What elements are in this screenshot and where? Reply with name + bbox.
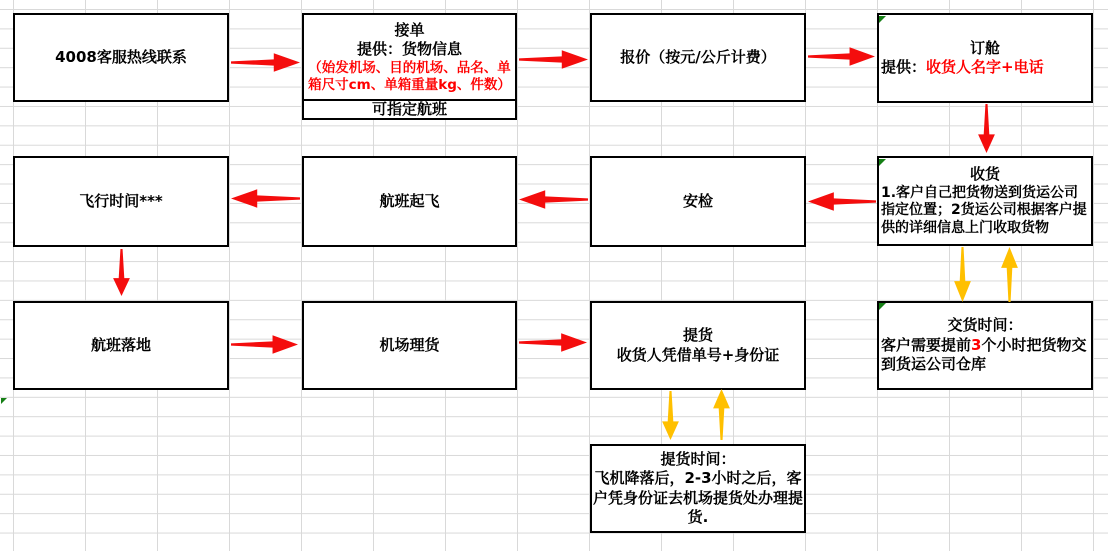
node-pickup[interactable] <box>590 301 806 390</box>
arrow-right-quote-to-booking[interactable] <box>808 45 875 68</box>
arrow-left-receive-to-security[interactable] <box>808 190 876 213</box>
arrow-left-security-to-takeoff[interactable] <box>519 188 588 211</box>
node-pickup-title: 提货 <box>682 326 713 344</box>
node-delivery-time-title: 交货时间： <box>947 316 1023 335</box>
node-pickup-time-body: 飞机降落后，2-3小时之后，客户凭身份证去机场提货处办理提货. <box>592 469 803 526</box>
node-contact[interactable] <box>13 13 229 102</box>
node-tally[interactable] <box>302 301 517 390</box>
node-booking-provide: 提供：收货人名字+电话 <box>881 58 1044 76</box>
arrow-right-landing-to-tally[interactable] <box>231 333 298 356</box>
cell-error-indicator <box>1 398 7 404</box>
node-quote-title: 报价（按元/公斤计费） <box>620 47 776 66</box>
cell-error-indicator <box>879 159 886 166</box>
node-pickup-time[interactable] <box>590 444 806 533</box>
arrow-down-booking-to-receive[interactable] <box>976 104 997 153</box>
node-landing[interactable] <box>13 301 229 390</box>
node-landing-title: 航班落地 <box>90 335 151 354</box>
node-booking[interactable] <box>877 13 1093 103</box>
arrow-down-pickup-to-pickup-time[interactable] <box>660 391 681 440</box>
arrow-left-takeoff-to-flight-time[interactable] <box>231 187 300 210</box>
arrow-down-flight-time-to-landing[interactable] <box>111 249 132 296</box>
node-booking-title: 订舱 <box>969 38 1000 57</box>
node-delivery-time[interactable] <box>877 301 1093 390</box>
node-receive-body: 1.客户自己把货物送到货运公司指定位置；2货运公司根据客户提供的详细信息上门收取货物 <box>881 184 1087 236</box>
node-security-title: 安检 <box>682 191 713 210</box>
arrow-right-order-to-quote[interactable] <box>519 48 588 71</box>
node-order-provide: 提供：货物信息 <box>356 40 462 59</box>
arrow-right-contact-to-order[interactable] <box>231 51 300 74</box>
node-flight-time[interactable] <box>13 156 229 247</box>
arrow-up-delivery-time-to-receive[interactable] <box>999 247 1020 302</box>
node-quote[interactable] <box>590 13 806 102</box>
arrow-right-tally-to-pickup[interactable] <box>519 331 587 354</box>
node-delivery-time-body: 客户需要提前3个小时把货物交到货运公司仓库 <box>881 335 1087 374</box>
node-pickup-body: 收货人凭借单号+身份证 <box>616 345 780 364</box>
node-tally-title: 机场理货 <box>379 335 440 354</box>
node-order-detail: （始发机场、目的机场、品名、单箱尺寸cm、单箱重量kg、件数） <box>308 59 511 93</box>
node-receive[interactable] <box>877 156 1093 246</box>
node-contact-title: 4008客服热线联系 <box>55 47 187 66</box>
arrow-up-pickup-time-to-pickup[interactable] <box>711 389 732 440</box>
node-pickup-time-title: 提货时间： <box>660 449 736 468</box>
node-takeoff[interactable] <box>302 156 517 247</box>
node-order-footer: 可指定航班 <box>304 99 515 118</box>
node-order[interactable] <box>302 13 517 120</box>
cell-error-indicator <box>879 16 886 23</box>
cell-error-indicator <box>879 303 886 310</box>
arrow-down-receive-to-delivery-time[interactable] <box>952 247 973 302</box>
node-takeoff-title: 航班起飞 <box>379 191 440 210</box>
node-flight-time-title: 飞行时间*** <box>79 191 163 210</box>
node-order-title: 接单 <box>394 20 425 39</box>
node-security[interactable] <box>590 156 806 247</box>
node-receive-title: 收货 <box>969 165 1000 183</box>
